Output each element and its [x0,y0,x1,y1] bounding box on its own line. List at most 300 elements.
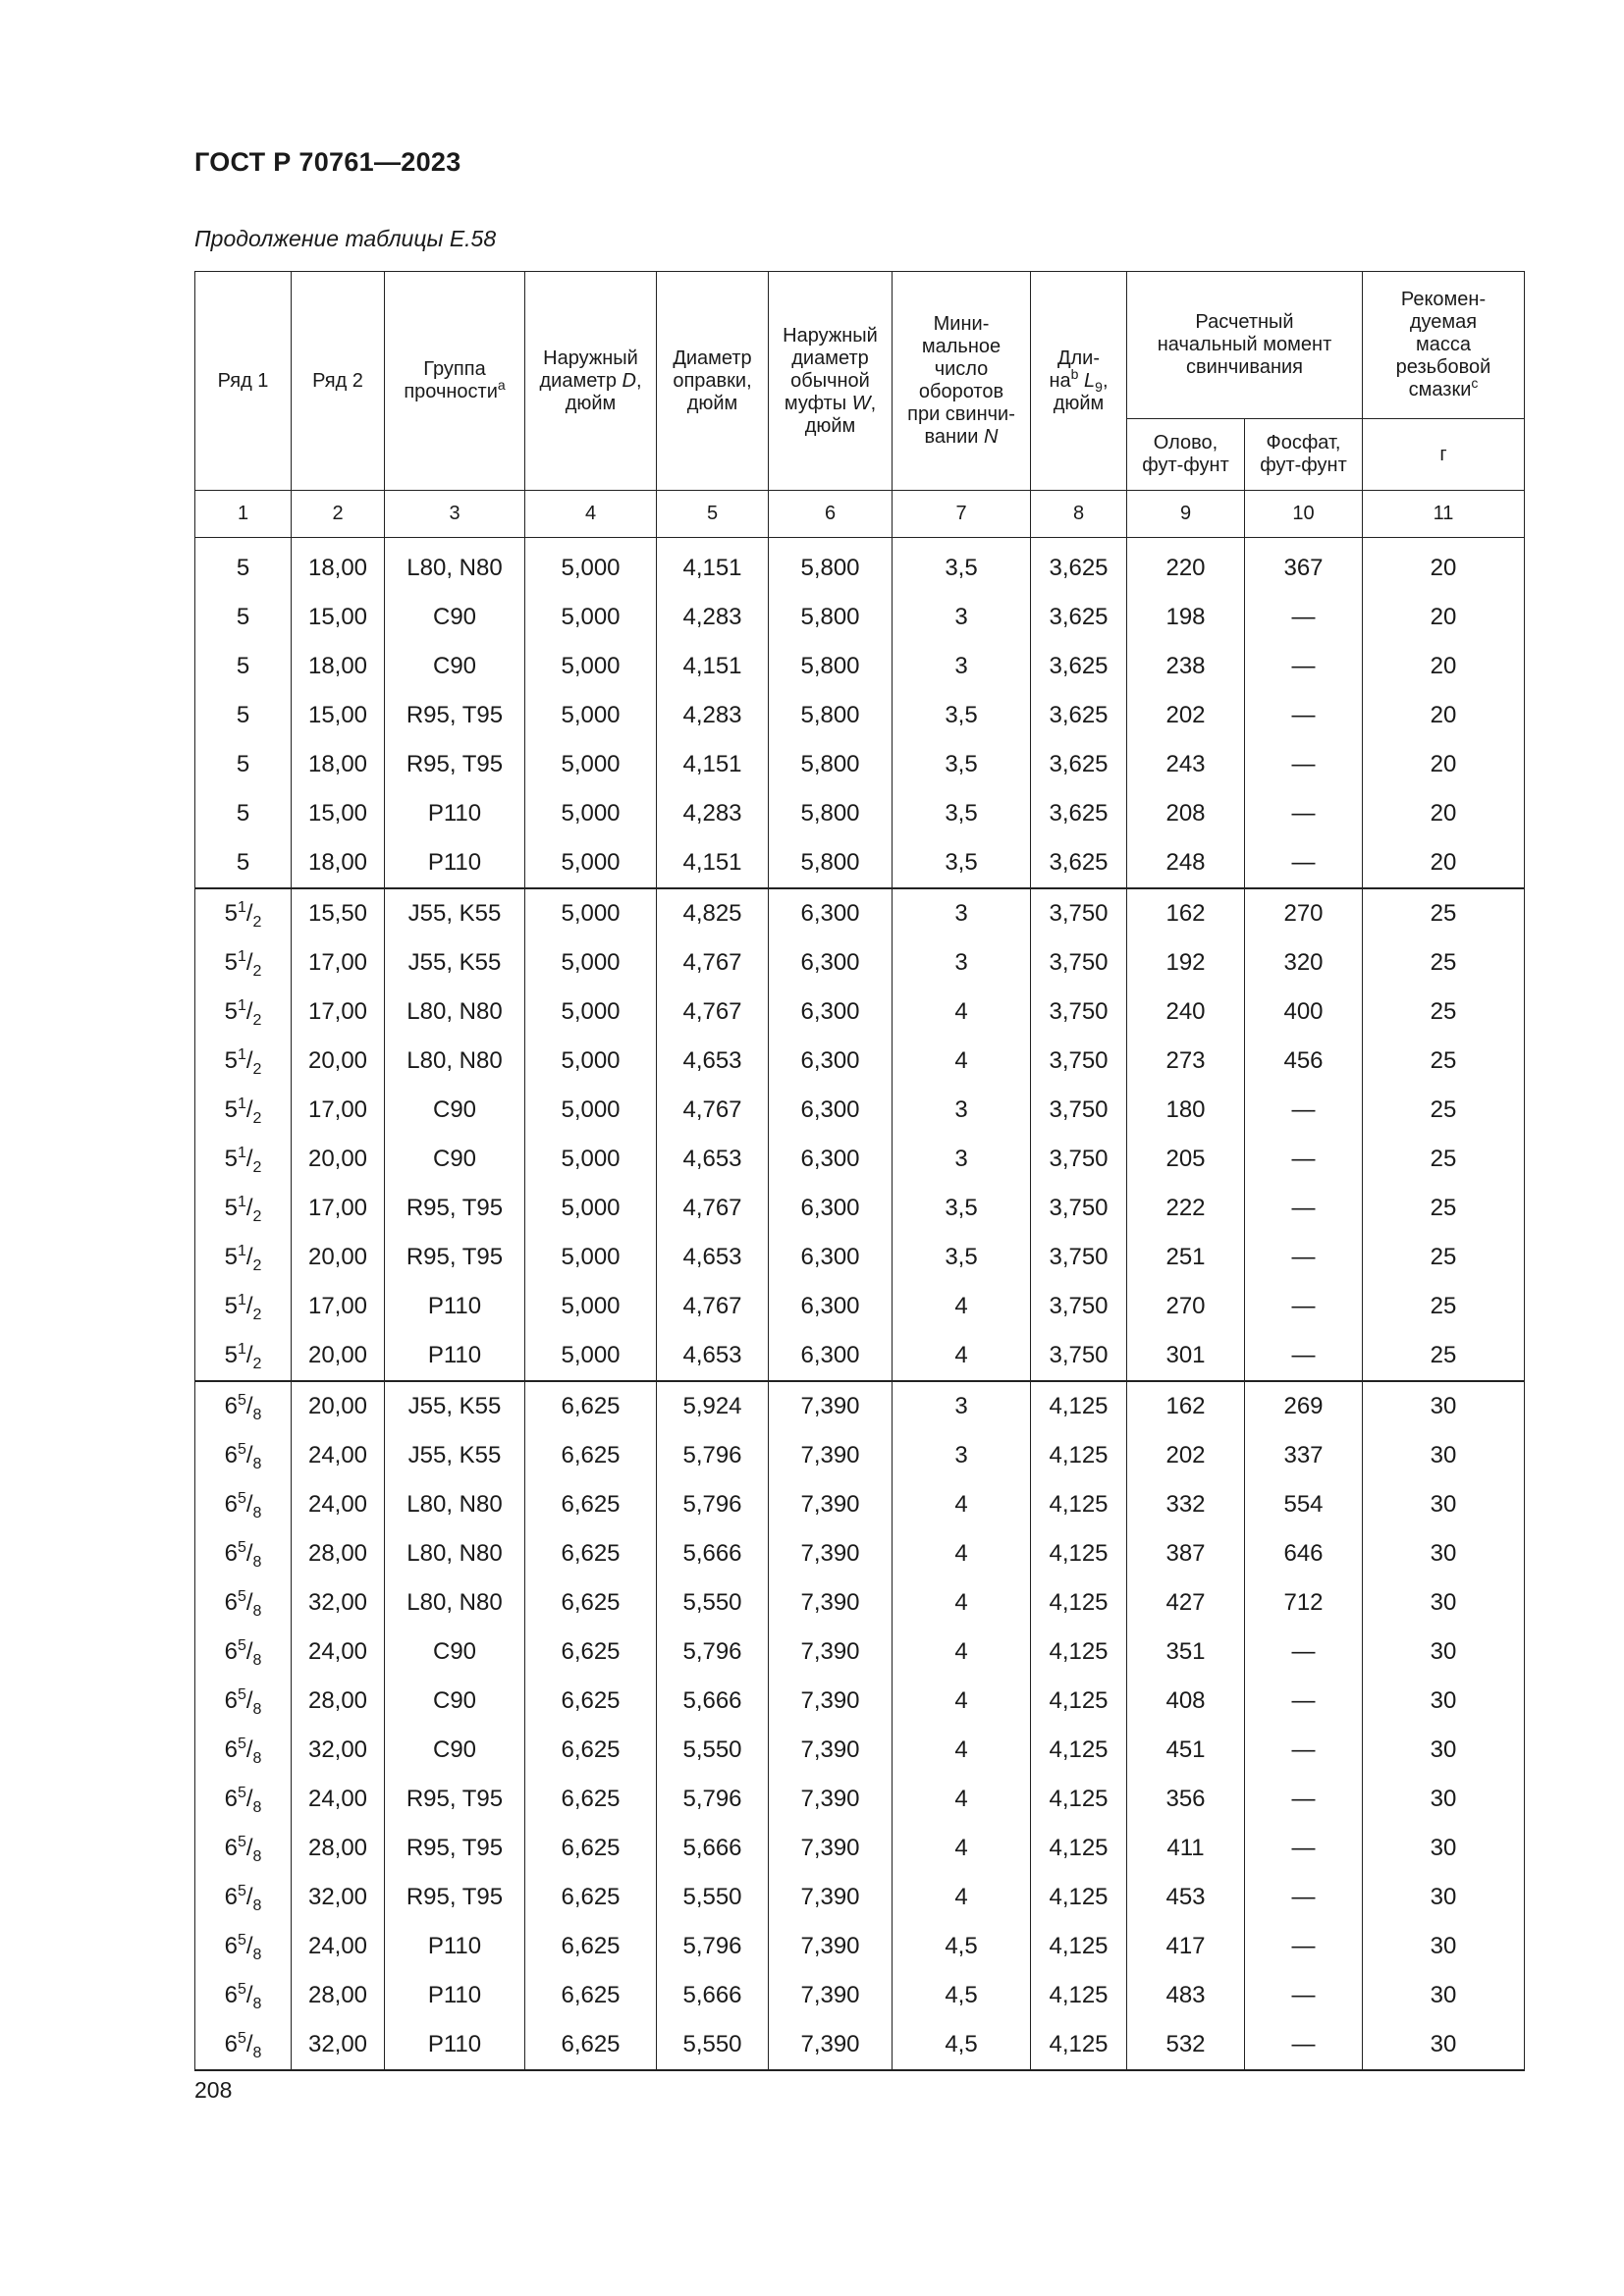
cell-length: 4,125 [1031,1775,1127,1824]
cell-length: 3,625 [1031,538,1127,594]
cell-mandrel-diameter: 4,825 [657,888,769,938]
table-row [195,1184,1525,1233]
header-torque-tin: Олово, фут-фунт [1127,419,1245,491]
header-outer-diameter: Наружный диаметр D, дюйм [525,272,657,491]
cell-outer-diameter: 6,625 [525,1578,657,1628]
cell-torque-phosphate: — [1245,1184,1363,1233]
table-row [195,1480,1525,1529]
cell-row2: 28,00 [292,1529,385,1578]
cell-torque-phosphate: — [1245,1331,1363,1381]
cell-outer-diameter: 5,000 [525,1282,657,1331]
cell-torque-tin: 220 [1127,538,1245,594]
cell-torque-tin: 202 [1127,691,1245,740]
cell-mandrel-diameter: 5,796 [657,1480,769,1529]
cell-mandrel-diameter: 5,550 [657,2020,769,2070]
cell-outer-diameter: 5,000 [525,642,657,691]
cell-torque-tin: 273 [1127,1037,1245,1086]
cell-row1: $6^5/_8$ [195,1873,292,1922]
cell-row2: 32,00 [292,1726,385,1775]
cell-mandrel-diameter: 5,550 [657,1726,769,1775]
cell-torque-phosphate: 269 [1245,1381,1363,1431]
cell-min-turns: 4,5 [893,1922,1031,1971]
cell-row1: $6^5/_8$ [195,1971,292,2020]
cell-coupling-diameter: 7,390 [769,1677,893,1726]
cell-length: 3,750 [1031,1184,1127,1233]
header-mass-unit: г [1363,419,1525,491]
cell-min-turns: 4 [893,1331,1031,1381]
cell-outer-diameter: 6,625 [525,1726,657,1775]
cell-torque-tin: 238 [1127,642,1245,691]
table-row [195,538,1525,594]
cell-min-turns: 4 [893,1578,1031,1628]
table-body [195,538,1525,2071]
cell-outer-diameter: 6,625 [525,1628,657,1677]
cell-mandrel-diameter: 4,767 [657,1086,769,1135]
cell-length: 3,750 [1031,988,1127,1037]
cell-outer-diameter: 5,000 [525,740,657,789]
cell-min-turns: 3,5 [893,1184,1031,1233]
cell-row1: 5 [195,691,292,740]
cell-length: 3,750 [1031,1233,1127,1282]
cell-outer-diameter: 6,625 [525,1873,657,1922]
cell-outer-diameter: 6,625 [525,1480,657,1529]
cell-coupling-diameter: 7,390 [769,1431,893,1480]
cell-length: 4,125 [1031,1381,1127,1431]
cell-length: 3,625 [1031,642,1127,691]
cell-mandrel-diameter: 5,924 [657,1381,769,1431]
cell-row2: 20,00 [292,1331,385,1381]
cell-mandrel-diameter: 4,653 [657,1233,769,1282]
cell-torque-tin: 332 [1127,1480,1245,1529]
cell-row1: $5^1/_2$ [195,888,292,938]
cell-row2: 20,00 [292,1135,385,1184]
cell-min-turns: 3 [893,1086,1031,1135]
cell-outer-diameter: 5,000 [525,1233,657,1282]
cell-outer-diameter: 5,000 [525,593,657,642]
cell-grease-mass: 25 [1363,1086,1525,1135]
cell-row2: 24,00 [292,1628,385,1677]
cell-torque-phosphate: — [1245,1282,1363,1331]
col-number: 6 [769,491,893,538]
cell-torque-tin: 198 [1127,593,1245,642]
cell-coupling-diameter: 5,800 [769,740,893,789]
cell-row1: $6^5/_8$ [195,1824,292,1873]
cell-torque-phosphate: — [1245,740,1363,789]
cell-strength-group: P110 [385,838,525,888]
table-row [195,2020,1525,2070]
cell-grease-mass: 30 [1363,1775,1525,1824]
cell-row1: $5^1/_2$ [195,1233,292,1282]
cell-outer-diameter: 5,000 [525,888,657,938]
cell-length: 3,625 [1031,789,1127,838]
cell-row1: $6^5/_8$ [195,1726,292,1775]
cell-row1: $6^5/_8$ [195,1480,292,1529]
cell-row1: $6^5/_8$ [195,1381,292,1431]
cell-mandrel-diameter: 4,653 [657,1135,769,1184]
cell-row2: 24,00 [292,1775,385,1824]
cell-outer-diameter: 6,625 [525,1529,657,1578]
cell-row2: 24,00 [292,1480,385,1529]
cell-torque-phosphate: 712 [1245,1578,1363,1628]
cell-row2: 32,00 [292,1873,385,1922]
cell-torque-phosphate: 320 [1245,938,1363,988]
cell-coupling-diameter: 6,300 [769,1184,893,1233]
cell-torque-phosphate: 270 [1245,888,1363,938]
header-strength-group: Группа прочности$^a$ [385,272,525,491]
cell-row1: $6^5/_8$ [195,1628,292,1677]
cell-strength-group: C90 [385,642,525,691]
col-number: 1 [195,491,292,538]
cell-min-turns: 3 [893,1381,1031,1431]
table-row [195,789,1525,838]
cell-row1: $5^1/_2$ [195,1184,292,1233]
header-min-turns: Мини- мальное число оборотов при свинчи- вании N [893,272,1031,491]
cell-length: 3,625 [1031,838,1127,888]
cell-mandrel-diameter: 5,796 [657,1922,769,1971]
cell-min-turns: 4 [893,1726,1031,1775]
cell-length: 3,750 [1031,938,1127,988]
page-number: 208 [194,2077,233,2103]
cell-mandrel-diameter: 4,151 [657,538,769,594]
col-number: 3 [385,491,525,538]
cell-row1: $6^5/_8$ [195,2020,292,2070]
cell-mandrel-diameter: 5,550 [657,1873,769,1922]
cell-strength-group: R95, T95 [385,1824,525,1873]
table-row [195,1971,1525,2020]
cell-mandrel-diameter: 5,796 [657,1775,769,1824]
cell-row2: 17,00 [292,1282,385,1331]
cell-min-turns: 4 [893,1628,1031,1677]
cell-strength-group: R95, T95 [385,1775,525,1824]
table-row [195,888,1525,938]
cell-row2: 18,00 [292,740,385,789]
cell-row2: 17,00 [292,938,385,988]
cell-coupling-diameter: 5,800 [769,593,893,642]
cell-grease-mass: 30 [1363,1431,1525,1480]
cell-length: 3,625 [1031,740,1127,789]
cell-row1: $6^5/_8$ [195,1529,292,1578]
cell-coupling-diameter: 7,390 [769,1775,893,1824]
cell-torque-tin: 411 [1127,1824,1245,1873]
cell-torque-phosphate: — [1245,1628,1363,1677]
table-row [195,1529,1525,1578]
cell-coupling-diameter: 6,300 [769,888,893,938]
cell-strength-group: L80, N80 [385,538,525,594]
cell-coupling-diameter: 6,300 [769,1135,893,1184]
cell-torque-tin: 453 [1127,1873,1245,1922]
cell-row2: 18,00 [292,538,385,594]
cell-min-turns: 3,5 [893,691,1031,740]
header-torque-phosphate: Фосфат, фут-фунт [1245,419,1363,491]
cell-strength-group: C90 [385,1135,525,1184]
header-grease-mass: Рекомен- дуемая масса резьбовой смазки$^c$ [1363,272,1525,419]
cell-grease-mass: 30 [1363,1922,1525,1971]
cell-torque-tin: 205 [1127,1135,1245,1184]
cell-row2: 32,00 [292,1578,385,1628]
cell-grease-mass: 20 [1363,538,1525,594]
cell-row1: 5 [195,789,292,838]
cell-outer-diameter: 6,625 [525,1971,657,2020]
cell-strength-group: P110 [385,789,525,838]
cell-coupling-diameter: 7,390 [769,1824,893,1873]
cell-outer-diameter: 5,000 [525,1135,657,1184]
header-torque: Расчетный начальный момент свинчивания [1127,272,1363,419]
cell-coupling-diameter: 7,390 [769,1628,893,1677]
cell-mandrel-diameter: 4,283 [657,593,769,642]
cell-min-turns: 4 [893,1775,1031,1824]
cell-grease-mass: 30 [1363,1529,1525,1578]
col-number: 8 [1031,491,1127,538]
cell-grease-mass: 25 [1363,888,1525,938]
cell-strength-group: C90 [385,1677,525,1726]
cell-strength-group: C90 [385,1628,525,1677]
cell-strength-group: J55, K55 [385,888,525,938]
cell-min-turns: 3,5 [893,538,1031,594]
cell-torque-tin: 387 [1127,1529,1245,1578]
cell-row1: $6^5/_8$ [195,1431,292,1480]
cell-strength-group: C90 [385,1086,525,1135]
cell-torque-phosphate: — [1245,1677,1363,1726]
cell-length: 3,625 [1031,691,1127,740]
cell-min-turns: 4 [893,1529,1031,1578]
cell-torque-tin: 192 [1127,938,1245,988]
table-row [195,1824,1525,1873]
cell-torque-phosphate: — [1245,1971,1363,2020]
cell-mandrel-diameter: 5,796 [657,1628,769,1677]
cell-mandrel-diameter: 5,796 [657,1431,769,1480]
cell-mandrel-diameter: 4,283 [657,789,769,838]
cell-torque-phosphate: 400 [1245,988,1363,1037]
cell-mandrel-diameter: 5,666 [657,1529,769,1578]
cell-torque-tin: 162 [1127,1381,1245,1431]
cell-torque-phosphate: — [1245,642,1363,691]
cell-min-turns: 3 [893,642,1031,691]
cell-grease-mass: 30 [1363,1971,1525,2020]
table-row [195,691,1525,740]
cell-torque-tin: 202 [1127,1431,1245,1480]
cell-torque-phosphate: 367 [1245,538,1363,594]
cell-row1: $5^1/_2$ [195,1282,292,1331]
cell-grease-mass: 25 [1363,1135,1525,1184]
cell-coupling-diameter: 7,390 [769,1578,893,1628]
cell-coupling-diameter: 6,300 [769,988,893,1037]
cell-torque-tin: 408 [1127,1677,1245,1726]
cell-mandrel-diameter: 4,283 [657,691,769,740]
cell-grease-mass: 30 [1363,1578,1525,1628]
col-number: 9 [1127,491,1245,538]
cell-coupling-diameter: 5,800 [769,538,893,594]
cell-mandrel-diameter: 5,666 [657,1677,769,1726]
cell-length: 3,750 [1031,1037,1127,1086]
cell-mandrel-diameter: 4,653 [657,1331,769,1381]
table-row [195,1331,1525,1381]
cell-coupling-diameter: 7,390 [769,1480,893,1529]
cell-row2: 20,00 [292,1233,385,1282]
table-row [195,1381,1525,1431]
cell-coupling-diameter: 5,800 [769,838,893,888]
cell-mandrel-diameter: 4,151 [657,642,769,691]
cell-grease-mass: 30 [1363,1677,1525,1726]
document-code: ГОСТ Р 70761—2023 [194,147,461,177]
cell-strength-group: P110 [385,1922,525,1971]
cell-row1: $5^1/_2$ [195,938,292,988]
cell-strength-group: R95, T95 [385,1233,525,1282]
cell-torque-tin: 222 [1127,1184,1245,1233]
cell-grease-mass: 20 [1363,838,1525,888]
table-row [195,1431,1525,1480]
cell-torque-phosphate: — [1245,1922,1363,1971]
cell-row1: $6^5/_8$ [195,1775,292,1824]
table-row [195,1135,1525,1184]
cell-length: 3,750 [1031,1282,1127,1331]
table-row [195,1873,1525,1922]
cell-strength-group: R95, T95 [385,740,525,789]
cell-grease-mass: 25 [1363,1331,1525,1381]
cell-mandrel-diameter: 5,666 [657,1824,769,1873]
cell-outer-diameter: 5,000 [525,1037,657,1086]
cell-outer-diameter: 5,000 [525,988,657,1037]
cell-strength-group: R95, T95 [385,691,525,740]
cell-row1: $5^1/_2$ [195,1135,292,1184]
cell-row1: $5^1/_2$ [195,988,292,1037]
cell-grease-mass: 30 [1363,1873,1525,1922]
cell-grease-mass: 25 [1363,988,1525,1037]
cell-length: 4,125 [1031,1971,1127,2020]
header-mandrel-diameter: Диаметр оправки, дюйм [657,272,769,491]
cell-torque-phosphate: — [1245,593,1363,642]
cell-strength-group: P110 [385,2020,525,2070]
cell-torque-tin: 251 [1127,1233,1245,1282]
cell-min-turns: 3 [893,888,1031,938]
cell-min-turns: 3 [893,593,1031,642]
cell-torque-tin: 248 [1127,838,1245,888]
table-row [195,740,1525,789]
col-number: 11 [1363,491,1525,538]
cell-torque-phosphate: — [1245,1726,1363,1775]
cell-outer-diameter: 6,625 [525,1431,657,1480]
table-row [195,1086,1525,1135]
cell-outer-diameter: 6,625 [525,1677,657,1726]
cell-mandrel-diameter: 4,767 [657,988,769,1037]
cell-min-turns: 3,5 [893,789,1031,838]
header-length: Дли- $на^b$ $L_9$, дюйм [1031,272,1127,491]
cell-row2: 18,00 [292,642,385,691]
cell-outer-diameter: 6,625 [525,1824,657,1873]
cell-grease-mass: 20 [1363,789,1525,838]
cell-strength-group: R95, T95 [385,1873,525,1922]
cell-row2: 20,00 [292,1381,385,1431]
cell-outer-diameter: 6,625 [525,1775,657,1824]
cell-torque-tin: 208 [1127,789,1245,838]
cell-torque-phosphate: — [1245,2020,1363,2070]
cell-row1: 5 [195,838,292,888]
cell-outer-diameter: 5,000 [525,1184,657,1233]
cell-min-turns: 3,5 [893,740,1031,789]
cell-row1: 5 [195,538,292,594]
cell-length: 4,125 [1031,1824,1127,1873]
cell-min-turns: 3 [893,1431,1031,1480]
cell-outer-diameter: 6,625 [525,1381,657,1431]
cell-strength-group: P110 [385,1331,525,1381]
cell-length: 4,125 [1031,1431,1127,1480]
col-number: 4 [525,491,657,538]
column-number-row [195,491,1525,538]
cell-min-turns: 3 [893,1135,1031,1184]
cell-outer-diameter: 5,000 [525,1331,657,1381]
cell-outer-diameter: 5,000 [525,1086,657,1135]
cell-row2: 17,00 [292,988,385,1037]
cell-row1: $6^5/_8$ [195,1578,292,1628]
table-row [195,593,1525,642]
cell-length: 4,125 [1031,1480,1127,1529]
col-number: 7 [893,491,1031,538]
cell-coupling-diameter: 7,390 [769,1529,893,1578]
cell-torque-phosphate: 337 [1245,1431,1363,1480]
table-row [195,1628,1525,1677]
cell-coupling-diameter: 6,300 [769,1086,893,1135]
cell-min-turns: 3,5 [893,1233,1031,1282]
cell-outer-diameter: 5,000 [525,789,657,838]
table-header [195,272,1525,538]
cell-grease-mass: 30 [1363,1628,1525,1677]
cell-torque-tin: 417 [1127,1922,1245,1971]
cell-length: 3,750 [1031,1331,1127,1381]
cell-strength-group: L80, N80 [385,1529,525,1578]
cell-length: 3,750 [1031,888,1127,938]
cell-coupling-diameter: 7,390 [769,2020,893,2070]
cell-strength-group: P110 [385,1282,525,1331]
spec-table [194,271,1525,2071]
cell-strength-group: P110 [385,1971,525,2020]
header-coupling-diameter: Наружный диаметр обычной муфты W, дюйм [769,272,893,491]
cell-grease-mass: 25 [1363,1233,1525,1282]
cell-row1: 5 [195,740,292,789]
cell-coupling-diameter: 5,800 [769,642,893,691]
cell-row2: 28,00 [292,1971,385,2020]
cell-min-turns: 4 [893,988,1031,1037]
cell-mandrel-diameter: 5,550 [657,1578,769,1628]
cell-coupling-diameter: 7,390 [769,1971,893,2020]
cell-row2: 17,00 [292,1086,385,1135]
cell-outer-diameter: 5,000 [525,938,657,988]
cell-strength-group: L80, N80 [385,1578,525,1628]
col-number: 10 [1245,491,1363,538]
cell-torque-phosphate: — [1245,1233,1363,1282]
cell-min-turns: 4,5 [893,1971,1031,2020]
table-row [195,1578,1525,1628]
cell-torque-tin: 180 [1127,1086,1245,1135]
cell-row2: 15,00 [292,789,385,838]
cell-coupling-diameter: 5,800 [769,691,893,740]
cell-strength-group: C90 [385,1726,525,1775]
cell-grease-mass: 30 [1363,1726,1525,1775]
cell-min-turns: 3 [893,938,1031,988]
cell-min-turns: 4,5 [893,2020,1031,2070]
cell-grease-mass: 20 [1363,691,1525,740]
cell-coupling-diameter: 5,800 [769,789,893,838]
cell-min-turns: 4 [893,1873,1031,1922]
cell-coupling-diameter: 6,300 [769,938,893,988]
cell-grease-mass: 25 [1363,1037,1525,1086]
cell-outer-diameter: 5,000 [525,538,657,594]
cell-length: 4,125 [1031,2020,1127,2070]
table-row [195,1233,1525,1282]
cell-strength-group: C90 [385,593,525,642]
cell-length: 3,750 [1031,1135,1127,1184]
cell-torque-tin: 162 [1127,888,1245,938]
cell-torque-tin: 301 [1127,1331,1245,1381]
cell-row2: 20,00 [292,1037,385,1086]
